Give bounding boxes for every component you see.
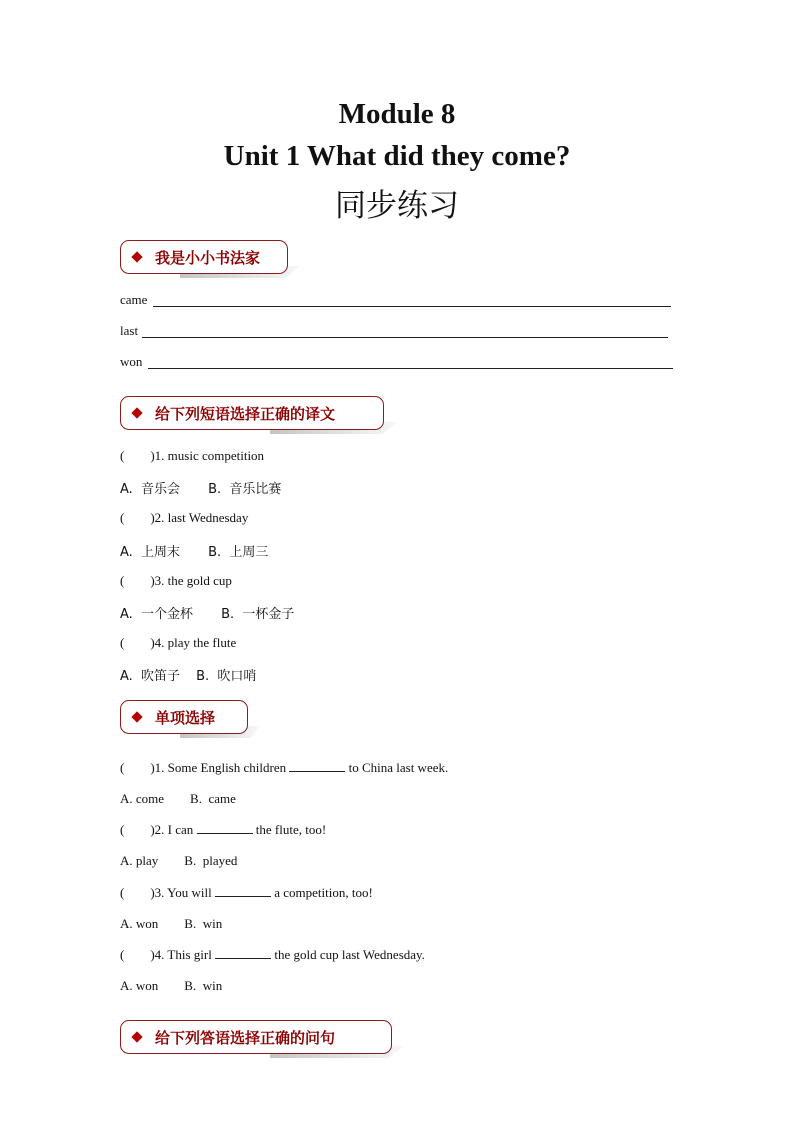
option-b[interactable]: B. 音乐比赛: [208, 482, 282, 497]
option-b[interactable]: B. played: [184, 853, 238, 868]
mc-options-3: [120, 916, 222, 932]
option-a[interactable]: A. 音乐会: [120, 482, 181, 497]
options-4: [120, 665, 256, 684]
question-2: ( )2. last Wednesday: [120, 510, 249, 525]
options-3: [120, 603, 294, 622]
question-4: ( )4. play the flute: [120, 635, 237, 650]
answer-blank[interactable]: [215, 947, 271, 959]
mc-options-2: [120, 853, 237, 869]
mc-options-1: [120, 791, 236, 807]
practice-subtitle: 同步练习: [335, 188, 459, 224]
diamond-icon: [131, 251, 142, 262]
answer-blank[interactable]: [215, 885, 271, 897]
option-b[interactable]: B. win: [184, 978, 223, 993]
diamond-icon: [131, 1031, 142, 1042]
writing-line-word: last: [120, 323, 139, 338]
option-a[interactable]: A. 一个金杯: [120, 607, 194, 622]
writing-line-word: came: [120, 292, 148, 307]
options-2: [120, 541, 268, 560]
option-b[interactable]: B. 一杯金子: [221, 607, 295, 622]
mc-options-4: [120, 978, 222, 994]
diamond-icon: [131, 711, 142, 722]
option-a[interactable]: A. won: [120, 916, 159, 931]
writing-line[interactable]: [142, 337, 668, 338]
answer-blank[interactable]: [289, 760, 345, 772]
option-a[interactable]: A. won: [120, 978, 159, 993]
mc-question-3: ( )3. You will a competition, too!: [120, 885, 373, 900]
writing-line-word: won: [120, 354, 143, 369]
option-b[interactable]: B. 吹口哨: [196, 669, 257, 684]
option-a[interactable]: A. come: [120, 791, 165, 806]
question-1: ( )1. music competition: [120, 448, 265, 463]
question-3: ( )3. the gold cup: [120, 573, 232, 588]
section-title: 单项选择: [155, 708, 216, 727]
option-a[interactable]: A. play: [120, 853, 159, 868]
section-title: 我是小小书法家: [155, 248, 261, 267]
mc-question-4: ( )4. This girl the gold cup last Wednesday.: [120, 947, 425, 962]
option-a[interactable]: A. 上周末: [120, 545, 181, 560]
writing-line[interactable]: [153, 306, 671, 307]
section-title: 给下列答语选择正确的问句: [155, 1028, 336, 1047]
option-b[interactable]: B. 上周三: [208, 545, 269, 560]
module-title: Module 8: [338, 98, 456, 130]
option-b[interactable]: B. win: [184, 916, 223, 931]
option-a[interactable]: A. 吹笛子: [120, 669, 181, 684]
writing-line[interactable]: [148, 368, 673, 369]
diamond-icon: [131, 407, 142, 418]
answer-blank[interactable]: [197, 822, 253, 834]
unit-title: Unit 1 What did they come?: [223, 140, 571, 172]
section-title: 给下列短语选择正确的译文: [155, 404, 336, 423]
mc-question-2: ( )2. I can the flute, too!: [120, 822, 327, 837]
mc-question-1: ( )1. Some English children to China last week.: [120, 760, 449, 775]
option-b[interactable]: B. came: [190, 791, 236, 806]
options-1: [120, 478, 281, 497]
